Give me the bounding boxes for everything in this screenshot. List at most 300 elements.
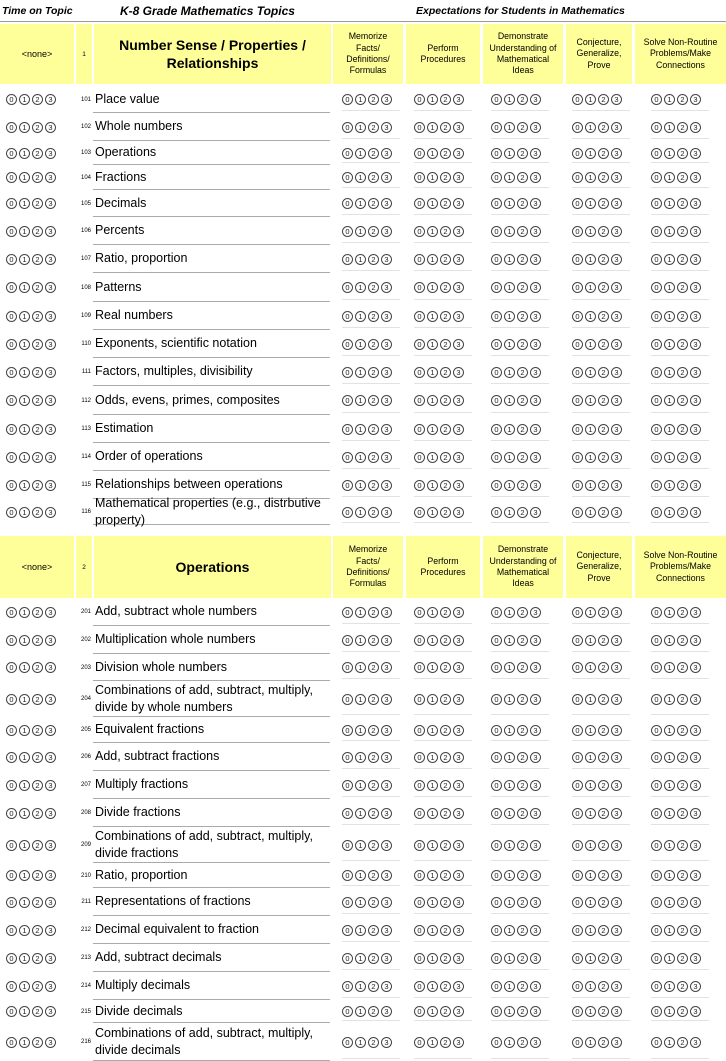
bubble-three[interactable]: 3 [453, 367, 464, 378]
bubble-three[interactable]: 3 [381, 925, 392, 936]
bubble-one[interactable]: 1 [504, 424, 515, 435]
bubble-three[interactable]: 3 [45, 507, 56, 518]
bubble-zero[interactable]: 0 [6, 897, 17, 908]
bubble-one[interactable]: 1 [585, 122, 596, 133]
bubble-two[interactable]: 2 [368, 925, 379, 936]
bubble-three[interactable]: 3 [690, 808, 701, 819]
bubble-two[interactable]: 2 [368, 780, 379, 791]
bubble-two[interactable]: 2 [677, 507, 688, 518]
bubble-three[interactable]: 3 [530, 607, 541, 618]
bubble-zero[interactable]: 0 [6, 870, 17, 881]
bubble-two[interactable]: 2 [517, 607, 528, 618]
bubble-two[interactable]: 2 [517, 339, 528, 350]
bubble-one[interactable]: 1 [427, 452, 438, 463]
bubble-one[interactable]: 1 [19, 198, 30, 209]
bubble-zero[interactable]: 0 [491, 897, 502, 908]
bubble-two[interactable]: 2 [440, 808, 451, 819]
bubble-three[interactable]: 3 [381, 226, 392, 237]
bubble-one[interactable]: 1 [427, 635, 438, 646]
bubble-one[interactable]: 1 [504, 635, 515, 646]
bubble-zero[interactable]: 0 [342, 1006, 353, 1017]
bubble-two[interactable]: 2 [517, 897, 528, 908]
bubble-two[interactable]: 2 [440, 395, 451, 406]
bubble-three[interactable]: 3 [530, 725, 541, 736]
bubble-three[interactable]: 3 [453, 752, 464, 763]
bubble-one[interactable]: 1 [585, 725, 596, 736]
bubble-three[interactable]: 3 [690, 226, 701, 237]
bubble-one[interactable]: 1 [585, 198, 596, 209]
bubble-three[interactable]: 3 [530, 780, 541, 791]
bubble-zero[interactable]: 0 [491, 198, 502, 209]
bubble-zero[interactable]: 0 [6, 607, 17, 618]
bubble-two[interactable]: 2 [598, 507, 609, 518]
bubble-one[interactable]: 1 [504, 148, 515, 159]
bubble-three[interactable]: 3 [611, 395, 622, 406]
bubble-three[interactable]: 3 [530, 395, 541, 406]
bubble-three[interactable]: 3 [381, 172, 392, 183]
bubble-three[interactable]: 3 [611, 662, 622, 673]
bubble-zero[interactable]: 0 [651, 780, 662, 791]
bubble-three[interactable]: 3 [45, 840, 56, 851]
bubble-zero[interactable]: 0 [414, 424, 425, 435]
bubble-two[interactable]: 2 [440, 694, 451, 705]
bubble-two[interactable]: 2 [368, 897, 379, 908]
bubble-three[interactable]: 3 [45, 198, 56, 209]
bubble-two[interactable]: 2 [32, 780, 43, 791]
bubble-one[interactable]: 1 [585, 226, 596, 237]
bubble-one[interactable]: 1 [585, 452, 596, 463]
bubble-zero[interactable]: 0 [491, 840, 502, 851]
bubble-one[interactable]: 1 [355, 925, 366, 936]
bubble-two[interactable]: 2 [440, 662, 451, 673]
bubble-zero[interactable]: 0 [572, 981, 583, 992]
bubble-three[interactable]: 3 [530, 507, 541, 518]
bubble-two[interactable]: 2 [517, 226, 528, 237]
bubble-two[interactable]: 2 [517, 662, 528, 673]
bubble-two[interactable]: 2 [677, 122, 688, 133]
bubble-one[interactable]: 1 [664, 226, 675, 237]
bubble-zero[interactable]: 0 [651, 981, 662, 992]
bubble-two[interactable]: 2 [32, 122, 43, 133]
bubble-three[interactable]: 3 [45, 607, 56, 618]
bubble-zero[interactable]: 0 [572, 897, 583, 908]
bubble-three[interactable]: 3 [381, 311, 392, 322]
bubble-three[interactable]: 3 [381, 480, 392, 491]
bubble-two[interactable]: 2 [598, 780, 609, 791]
bubble-zero[interactable]: 0 [6, 925, 17, 936]
bubble-one[interactable]: 1 [585, 507, 596, 518]
bubble-three[interactable]: 3 [611, 808, 622, 819]
bubble-one[interactable]: 1 [19, 282, 30, 293]
bubble-two[interactable]: 2 [677, 226, 688, 237]
bubble-three[interactable]: 3 [690, 395, 701, 406]
bubble-three[interactable]: 3 [690, 981, 701, 992]
bubble-one[interactable]: 1 [664, 122, 675, 133]
bubble-one[interactable]: 1 [427, 808, 438, 819]
bubble-two[interactable]: 2 [598, 311, 609, 322]
bubble-three[interactable]: 3 [381, 507, 392, 518]
bubble-one[interactable]: 1 [355, 981, 366, 992]
bubble-one[interactable]: 1 [427, 282, 438, 293]
bubble-two[interactable]: 2 [368, 122, 379, 133]
bubble-zero[interactable]: 0 [651, 752, 662, 763]
bubble-zero[interactable]: 0 [651, 452, 662, 463]
bubble-zero[interactable]: 0 [572, 725, 583, 736]
bubble-zero[interactable]: 0 [342, 981, 353, 992]
bubble-one[interactable]: 1 [355, 424, 366, 435]
bubble-one[interactable]: 1 [19, 452, 30, 463]
bubble-zero[interactable]: 0 [651, 254, 662, 265]
bubble-zero[interactable]: 0 [491, 339, 502, 350]
bubble-one[interactable]: 1 [427, 172, 438, 183]
bubble-zero[interactable]: 0 [491, 480, 502, 491]
bubble-two[interactable]: 2 [677, 311, 688, 322]
none-option[interactable]: <none> [0, 536, 74, 598]
bubble-three[interactable]: 3 [453, 1006, 464, 1017]
bubble-zero[interactable]: 0 [414, 1006, 425, 1017]
bubble-zero[interactable]: 0 [342, 840, 353, 851]
bubble-one[interactable]: 1 [504, 752, 515, 763]
bubble-one[interactable]: 1 [504, 607, 515, 618]
bubble-two[interactable]: 2 [598, 725, 609, 736]
bubble-three[interactable]: 3 [690, 452, 701, 463]
bubble-two[interactable]: 2 [517, 452, 528, 463]
bubble-two[interactable]: 2 [32, 198, 43, 209]
bubble-zero[interactable]: 0 [342, 925, 353, 936]
bubble-one[interactable]: 1 [19, 808, 30, 819]
bubble-three[interactable]: 3 [611, 897, 622, 908]
bubble-three[interactable]: 3 [690, 607, 701, 618]
bubble-two[interactable]: 2 [440, 1006, 451, 1017]
bubble-three[interactable]: 3 [45, 94, 56, 105]
bubble-one[interactable]: 1 [504, 925, 515, 936]
bubble-three[interactable]: 3 [611, 424, 622, 435]
bubble-zero[interactable]: 0 [651, 1037, 662, 1048]
bubble-one[interactable]: 1 [355, 607, 366, 618]
bubble-three[interactable]: 3 [381, 635, 392, 646]
bubble-two[interactable]: 2 [598, 635, 609, 646]
bubble-three[interactable]: 3 [453, 897, 464, 908]
bubble-three[interactable]: 3 [453, 94, 464, 105]
bubble-zero[interactable]: 0 [6, 122, 17, 133]
bubble-three[interactable]: 3 [530, 1037, 541, 1048]
bubble-two[interactable]: 2 [32, 339, 43, 350]
bubble-three[interactable]: 3 [45, 424, 56, 435]
bubble-zero[interactable]: 0 [651, 395, 662, 406]
bubble-zero[interactable]: 0 [414, 282, 425, 293]
bubble-three[interactable]: 3 [690, 480, 701, 491]
bubble-zero[interactable]: 0 [572, 925, 583, 936]
bubble-one[interactable]: 1 [504, 694, 515, 705]
bubble-three[interactable]: 3 [45, 367, 56, 378]
bubble-zero[interactable]: 0 [651, 339, 662, 350]
bubble-one[interactable]: 1 [427, 254, 438, 265]
bubble-three[interactable]: 3 [45, 953, 56, 964]
bubble-one[interactable]: 1 [504, 452, 515, 463]
bubble-one[interactable]: 1 [664, 725, 675, 736]
bubble-two[interactable]: 2 [677, 480, 688, 491]
bubble-zero[interactable]: 0 [414, 367, 425, 378]
bubble-two[interactable]: 2 [517, 981, 528, 992]
bubble-two[interactable]: 2 [440, 635, 451, 646]
bubble-one[interactable]: 1 [585, 311, 596, 322]
bubble-zero[interactable]: 0 [414, 635, 425, 646]
bubble-three[interactable]: 3 [690, 367, 701, 378]
bubble-three[interactable]: 3 [381, 424, 392, 435]
bubble-one[interactable]: 1 [585, 897, 596, 908]
bubble-zero[interactable]: 0 [342, 122, 353, 133]
bubble-three[interactable]: 3 [690, 282, 701, 293]
bubble-three[interactable]: 3 [690, 635, 701, 646]
bubble-three[interactable]: 3 [690, 1037, 701, 1048]
bubble-three[interactable]: 3 [530, 981, 541, 992]
bubble-zero[interactable]: 0 [6, 282, 17, 293]
bubble-two[interactable]: 2 [677, 1037, 688, 1048]
bubble-two[interactable]: 2 [440, 367, 451, 378]
bubble-two[interactable]: 2 [368, 635, 379, 646]
bubble-one[interactable]: 1 [19, 122, 30, 133]
bubble-zero[interactable]: 0 [491, 172, 502, 183]
bubble-two[interactable]: 2 [32, 662, 43, 673]
bubble-one[interactable]: 1 [19, 395, 30, 406]
bubble-zero[interactable]: 0 [6, 808, 17, 819]
bubble-one[interactable]: 1 [504, 507, 515, 518]
bubble-two[interactable]: 2 [517, 808, 528, 819]
bubble-three[interactable]: 3 [45, 662, 56, 673]
bubble-one[interactable]: 1 [427, 897, 438, 908]
bubble-one[interactable]: 1 [355, 635, 366, 646]
bubble-three[interactable]: 3 [530, 694, 541, 705]
bubble-zero[interactable]: 0 [572, 122, 583, 133]
bubble-zero[interactable]: 0 [572, 607, 583, 618]
bubble-zero[interactable]: 0 [572, 311, 583, 322]
bubble-three[interactable]: 3 [611, 752, 622, 763]
bubble-two[interactable]: 2 [368, 480, 379, 491]
bubble-one[interactable]: 1 [664, 694, 675, 705]
bubble-one[interactable]: 1 [19, 424, 30, 435]
bubble-three[interactable]: 3 [690, 339, 701, 350]
bubble-zero[interactable]: 0 [572, 198, 583, 209]
bubble-one[interactable]: 1 [504, 808, 515, 819]
bubble-three[interactable]: 3 [45, 897, 56, 908]
bubble-two[interactable]: 2 [598, 897, 609, 908]
bubble-zero[interactable]: 0 [6, 226, 17, 237]
bubble-three[interactable]: 3 [611, 635, 622, 646]
bubble-three[interactable]: 3 [381, 198, 392, 209]
bubble-two[interactable]: 2 [598, 480, 609, 491]
bubble-zero[interactable]: 0 [6, 480, 17, 491]
bubble-two[interactable]: 2 [368, 395, 379, 406]
bubble-one[interactable]: 1 [585, 424, 596, 435]
bubble-two[interactable]: 2 [517, 780, 528, 791]
bubble-two[interactable]: 2 [440, 198, 451, 209]
bubble-zero[interactable]: 0 [414, 981, 425, 992]
bubble-two[interactable]: 2 [677, 870, 688, 881]
bubble-one[interactable]: 1 [504, 311, 515, 322]
bubble-zero[interactable]: 0 [414, 122, 425, 133]
bubble-three[interactable]: 3 [611, 254, 622, 265]
bubble-one[interactable]: 1 [19, 311, 30, 322]
bubble-three[interactable]: 3 [453, 507, 464, 518]
bubble-two[interactable]: 2 [368, 226, 379, 237]
bubble-one[interactable]: 1 [504, 725, 515, 736]
bubble-one[interactable]: 1 [427, 311, 438, 322]
bubble-two[interactable]: 2 [368, 172, 379, 183]
bubble-two[interactable]: 2 [32, 94, 43, 105]
bubble-three[interactable]: 3 [611, 725, 622, 736]
bubble-three[interactable]: 3 [611, 452, 622, 463]
bubble-zero[interactable]: 0 [6, 725, 17, 736]
bubble-one[interactable]: 1 [427, 662, 438, 673]
bubble-three[interactable]: 3 [453, 452, 464, 463]
bubble-one[interactable]: 1 [504, 339, 515, 350]
bubble-zero[interactable]: 0 [6, 395, 17, 406]
bubble-zero[interactable]: 0 [414, 254, 425, 265]
bubble-zero[interactable]: 0 [6, 507, 17, 518]
bubble-one[interactable]: 1 [664, 339, 675, 350]
bubble-two[interactable]: 2 [440, 1037, 451, 1048]
bubble-two[interactable]: 2 [368, 662, 379, 673]
bubble-one[interactable]: 1 [427, 198, 438, 209]
bubble-one[interactable]: 1 [504, 840, 515, 851]
bubble-zero[interactable]: 0 [6, 780, 17, 791]
bubble-two[interactable]: 2 [598, 694, 609, 705]
bubble-zero[interactable]: 0 [342, 1037, 353, 1048]
bubble-two[interactable]: 2 [440, 424, 451, 435]
bubble-three[interactable]: 3 [45, 981, 56, 992]
bubble-one[interactable]: 1 [585, 1037, 596, 1048]
bubble-three[interactable]: 3 [453, 226, 464, 237]
bubble-two[interactable]: 2 [677, 607, 688, 618]
bubble-two[interactable]: 2 [517, 282, 528, 293]
bubble-one[interactable]: 1 [355, 254, 366, 265]
bubble-zero[interactable]: 0 [342, 897, 353, 908]
bubble-two[interactable]: 2 [517, 480, 528, 491]
bubble-one[interactable]: 1 [585, 925, 596, 936]
bubble-two[interactable]: 2 [32, 480, 43, 491]
bubble-one[interactable]: 1 [19, 694, 30, 705]
bubble-one[interactable]: 1 [355, 172, 366, 183]
bubble-zero[interactable]: 0 [414, 311, 425, 322]
bubble-two[interactable]: 2 [598, 94, 609, 105]
bubble-zero[interactable]: 0 [572, 840, 583, 851]
bubble-zero[interactable]: 0 [491, 1037, 502, 1048]
bubble-two[interactable]: 2 [677, 1006, 688, 1017]
bubble-three[interactable]: 3 [381, 870, 392, 881]
bubble-three[interactable]: 3 [453, 694, 464, 705]
bubble-three[interactable]: 3 [530, 367, 541, 378]
none-option[interactable]: <none> [0, 24, 74, 84]
bubble-zero[interactable]: 0 [491, 808, 502, 819]
bubble-one[interactable]: 1 [585, 694, 596, 705]
bubble-zero[interactable]: 0 [572, 662, 583, 673]
bubble-zero[interactable]: 0 [491, 226, 502, 237]
bubble-one[interactable]: 1 [355, 282, 366, 293]
bubble-three[interactable]: 3 [453, 981, 464, 992]
bubble-one[interactable]: 1 [504, 367, 515, 378]
bubble-one[interactable]: 1 [664, 953, 675, 964]
bubble-one[interactable]: 1 [355, 953, 366, 964]
bubble-two[interactable]: 2 [598, 452, 609, 463]
bubble-two[interactable]: 2 [32, 840, 43, 851]
bubble-one[interactable]: 1 [355, 148, 366, 159]
bubble-three[interactable]: 3 [453, 480, 464, 491]
bubble-one[interactable]: 1 [19, 1006, 30, 1017]
bubble-one[interactable]: 1 [504, 662, 515, 673]
bubble-zero[interactable]: 0 [6, 635, 17, 646]
bubble-zero[interactable]: 0 [342, 172, 353, 183]
bubble-three[interactable]: 3 [611, 925, 622, 936]
bubble-two[interactable]: 2 [598, 254, 609, 265]
bubble-two[interactable]: 2 [598, 172, 609, 183]
bubble-one[interactable]: 1 [427, 94, 438, 105]
bubble-three[interactable]: 3 [530, 870, 541, 881]
bubble-two[interactable]: 2 [598, 424, 609, 435]
bubble-zero[interactable]: 0 [572, 395, 583, 406]
bubble-three[interactable]: 3 [453, 395, 464, 406]
bubble-zero[interactable]: 0 [651, 870, 662, 881]
bubble-zero[interactable]: 0 [414, 452, 425, 463]
bubble-zero[interactable]: 0 [572, 452, 583, 463]
bubble-three[interactable]: 3 [381, 122, 392, 133]
bubble-two[interactable]: 2 [517, 507, 528, 518]
bubble-two[interactable]: 2 [517, 694, 528, 705]
bubble-one[interactable]: 1 [504, 254, 515, 265]
bubble-one[interactable]: 1 [427, 694, 438, 705]
bubble-one[interactable]: 1 [355, 725, 366, 736]
bubble-two[interactable]: 2 [517, 395, 528, 406]
bubble-three[interactable]: 3 [45, 925, 56, 936]
bubble-two[interactable]: 2 [368, 607, 379, 618]
bubble-zero[interactable]: 0 [6, 254, 17, 265]
bubble-one[interactable]: 1 [585, 752, 596, 763]
bubble-three[interactable]: 3 [381, 840, 392, 851]
bubble-zero[interactable]: 0 [342, 870, 353, 881]
bubble-one[interactable]: 1 [355, 662, 366, 673]
bubble-zero[interactable]: 0 [414, 480, 425, 491]
bubble-three[interactable]: 3 [611, 870, 622, 881]
bubble-one[interactable]: 1 [427, 780, 438, 791]
bubble-zero[interactable]: 0 [342, 662, 353, 673]
bubble-zero[interactable]: 0 [491, 507, 502, 518]
bubble-two[interactable]: 2 [32, 808, 43, 819]
bubble-two[interactable]: 2 [32, 282, 43, 293]
bubble-two[interactable]: 2 [32, 870, 43, 881]
bubble-zero[interactable]: 0 [342, 198, 353, 209]
bubble-zero[interactable]: 0 [414, 780, 425, 791]
bubble-two[interactable]: 2 [598, 148, 609, 159]
bubble-two[interactable]: 2 [517, 424, 528, 435]
bubble-three[interactable]: 3 [690, 840, 701, 851]
bubble-two[interactable]: 2 [32, 172, 43, 183]
bubble-three[interactable]: 3 [690, 897, 701, 908]
bubble-two[interactable]: 2 [598, 662, 609, 673]
bubble-two[interactable]: 2 [517, 122, 528, 133]
bubble-two[interactable]: 2 [32, 254, 43, 265]
bubble-three[interactable]: 3 [530, 662, 541, 673]
bubble-three[interactable]: 3 [453, 254, 464, 265]
bubble-one[interactable]: 1 [664, 607, 675, 618]
bubble-three[interactable]: 3 [381, 395, 392, 406]
bubble-two[interactable]: 2 [517, 254, 528, 265]
bubble-zero[interactable]: 0 [572, 339, 583, 350]
bubble-three[interactable]: 3 [530, 122, 541, 133]
bubble-one[interactable]: 1 [664, 148, 675, 159]
bubble-zero[interactable]: 0 [6, 198, 17, 209]
bubble-two[interactable]: 2 [32, 311, 43, 322]
bubble-one[interactable]: 1 [427, 607, 438, 618]
bubble-one[interactable]: 1 [19, 607, 30, 618]
